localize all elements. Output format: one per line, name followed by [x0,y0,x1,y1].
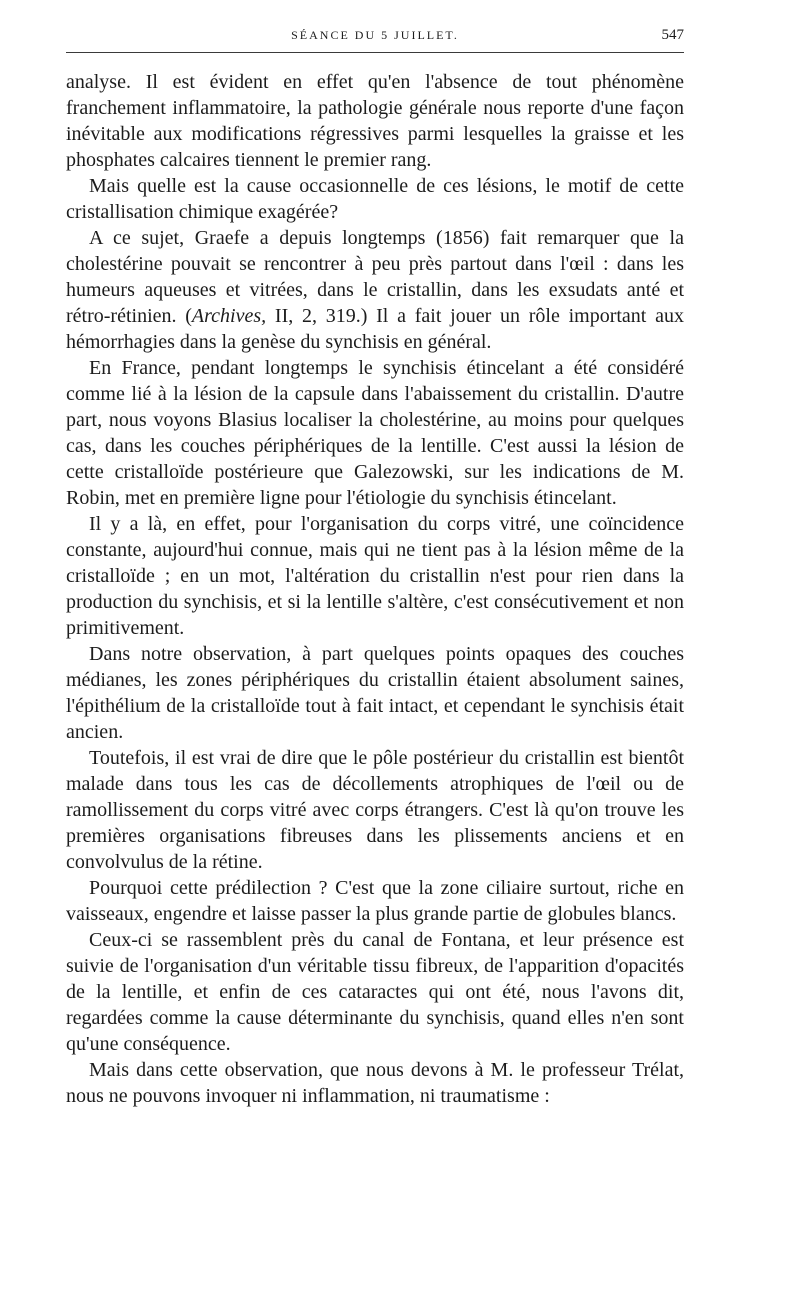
book-page [66,22,684,1109]
paragraph-10: Mais dans cette observation, que nous devons à M. le professeur Trélat, nous ne pouvons invoquer ni inflammation, ni traumatisme : [66,1059,684,1107]
paragraph-1: analyse. Il est évident en effet qu'en l'absence de tout phénomène franchement inflammatoire, la pathologie générale nous reporte d'une façon inévitable aux modifications régressives parmi lesquelles la graisse et les phosphates calcaires tiennent le premier rang. [66,71,684,171]
paragraph-3 [66,225,684,355]
paragraph-4: En France, pendant longtemps le synchisis étincelant a été considéré comme lié à la lésion de la capsule dans l'abaissement du cristallin. D'autre part, nous voyons Blasius localiser la cholestérine, au moins pour quelques cas, dans les couches périphériques de la lentille. C'est aussi la lésion de cette cristalloïde postérieure que Galezowski, sur les indications de M. Robin, met en première ligne pour l'étiologie du synchisis étincelant. [66,357,684,509]
archives-citation: Archives, [191,305,267,327]
paragraph-5: Il y a là, en effet, pour l'organisation du corps vitré, une coïncidence constante, aujourd'hui connue, mais qui ne tient pas à la lésion même de la cristalloïde ; en un mot, l'altération du cristallin n'est pour rien dans la production du synchisis, et si la lentille s'altère, c'est consécutivement et non primitivement. [66,513,684,639]
paragraph-3-text-before: A ce sujet, Graefe a depuis longtemps (1856) fait remarquer que la cholestérine pouvait se rencontrer à peu près partout dans l'œil : dans les humeurs aqueuses et vitrées, dans le cristallin, dans les exsudats anté et rétro-rétinien. ( [66,227,684,327]
paragraph-8: Pourquoi cette prédilection ? C'est que la zone ciliaire surtout, riche en vaisseaux, engendre et laisse passer la plus grande partie de globules blancs. [66,877,684,925]
running-head: SÉANCE DU 5 JUILLET. [291,28,459,42]
paragraph-6: Dans notre observation, à part quelques points opaques des couches médianes, les zones périphériques du cristallin étaient absolument saines, l'épithélium de la cristalloïde tout à fait intact, et cependant le synchisis était ancien. [66,643,684,743]
page-number: 547 [661,27,684,43]
paragraph-9: Ceux-ci se rassemblent près du canal de Fontana, et leur présence est suivie de l'organisation d'un véritable tissu fibreux, de l'apparition d'opacités de la lentille, et enfin de ces cataractes qui ont été, nous l'avons dit, regardées comme la cause déterminante du synchisis, quand elles n'en sont qu'une conséquence. [66,929,684,1055]
paragraph-7: Toutefois, il est vrai de dire que le pôle postérieur du cristallin est bientôt malade dans tous les cas de décollements atrophiques de l'œil ou de ramollissement du corps vitré avec corps étrangers. C'est là qu'on trouve les premières organisations fibreuses dans les plissements anciens et en convolvulus de la rétine. [66,747,684,873]
paragraph-2: Mais quelle est la cause occasionnelle de ces lésions, le motif de cette cristallisation chimique exagérée? [66,175,684,223]
paragraph-3-text-after: II, 2, 319.) Il a fait jouer un rôle important aux hémorrhagies dans la genèse du synchisis en général. [66,305,684,353]
body-text [66,69,684,1109]
page-header [66,22,684,53]
